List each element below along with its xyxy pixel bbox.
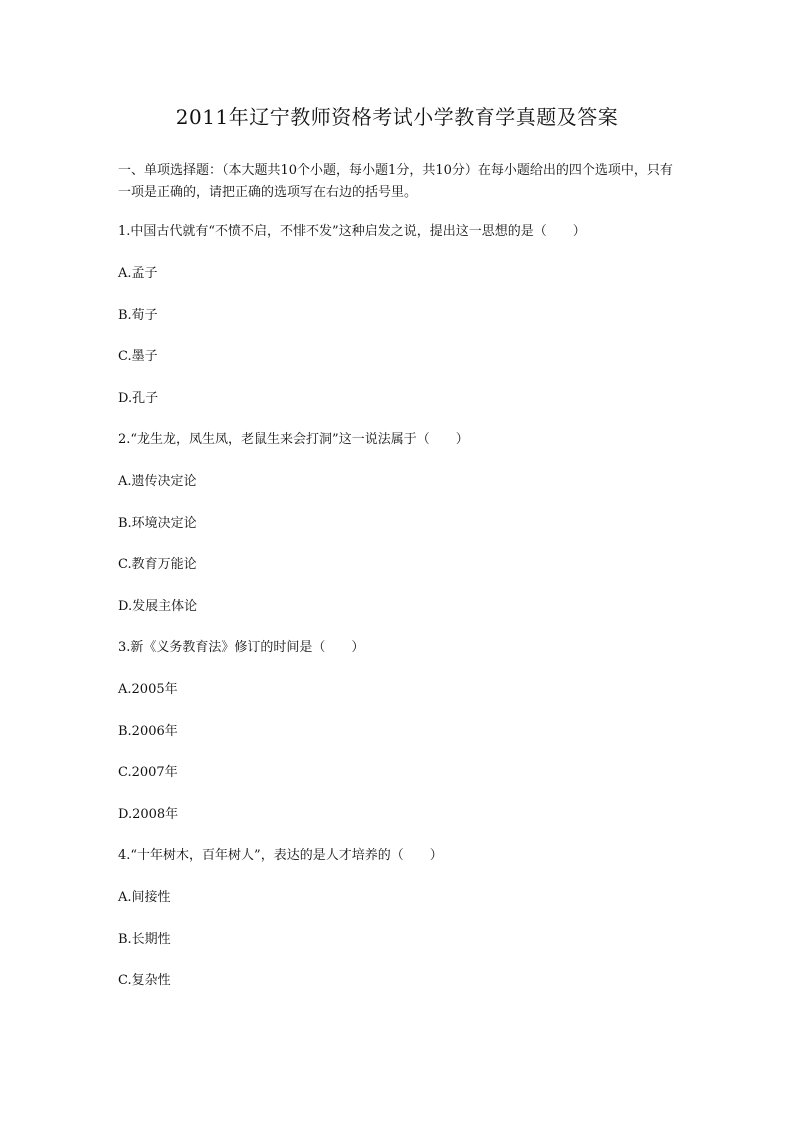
question-3-option-c: C.2007年 — [118, 765, 178, 780]
question-1-option-a: A.孟子 — [118, 266, 158, 281]
question-2-stem: 2.“龙生龙，凤生凤，老鼠生来会打洞”这一说法属于（ ） — [118, 432, 469, 447]
question-4-stem: 4.“十年树木，百年树人”，表达的是人才培养的（ ） — [118, 848, 443, 863]
question-4-option-a: A.间接性 — [118, 890, 171, 905]
question-4-option-b: B.长期性 — [118, 932, 171, 947]
question-2-option-c: C.教育万能论 — [118, 557, 197, 572]
question-3-option-a: A.2005年 — [118, 682, 178, 697]
question-3-option-d: D.2008年 — [118, 807, 179, 822]
question-2-option-d: D.发展主体论 — [118, 599, 198, 614]
question-1-option-d: D.孔子 — [118, 391, 159, 406]
question-1-option-b: B.荀子 — [118, 308, 158, 323]
question-2-option-b: B.环境决定论 — [118, 516, 197, 531]
question-1-stem: 1.中国古代就有“不愤不启，不悱不发”这种启发之说，提出这一思想的是（ ） — [118, 224, 586, 239]
document-title: 2011年辽宁教师资格考试小学教育学真题及答案 — [175, 105, 619, 129]
question-3-option-b: B.2006年 — [118, 724, 178, 739]
question-1-option-c: C.墨子 — [118, 349, 158, 364]
question-2-option-a: A.遗传决定论 — [118, 474, 197, 489]
question-4-option-c: C.复杂性 — [118, 973, 171, 988]
section-intro: 一、单项选择题：（本大题共10个小题，每小题1分，共10分）在每小题给出的四个选项中，只有一项是正确的，请把正确的选项写在右边的括号里。 — [118, 163, 673, 200]
question-3-stem: 3.新《义务教育法》修订的时间是（ ） — [118, 640, 365, 655]
